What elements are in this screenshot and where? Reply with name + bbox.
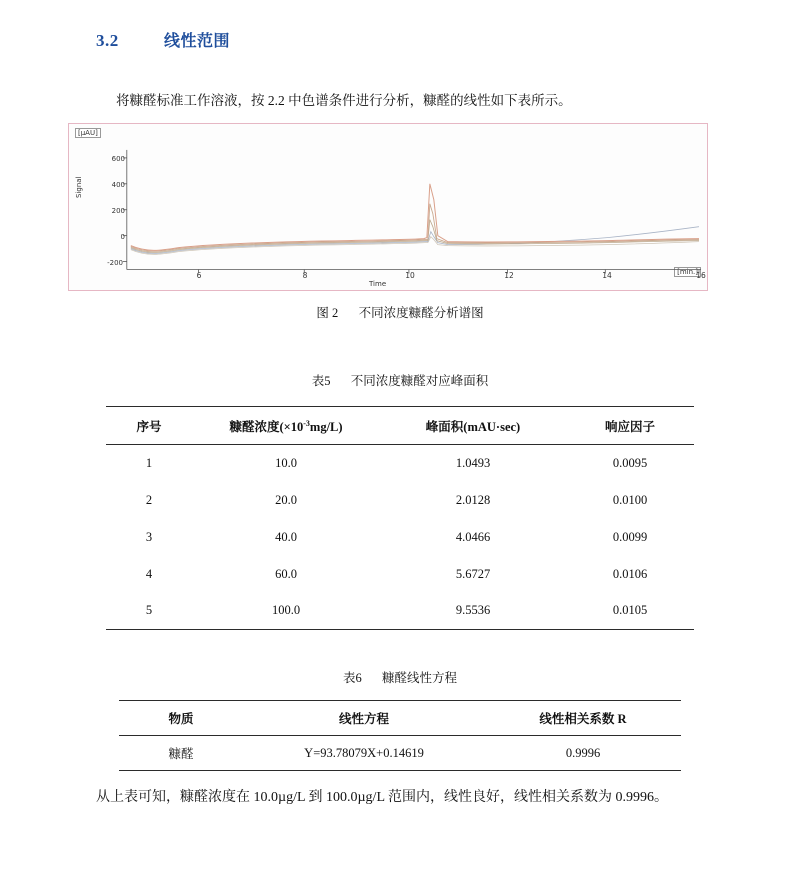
x-tick-6: 6 [196,271,202,280]
x-tick-14: 14 [602,271,612,280]
table-row [106,519,694,556]
cell-concentration: 40.0 [275,529,297,544]
table-peak-areas [106,406,694,630]
figure-caption-text: 不同浓度糠醛分析谱图 [358,306,484,320]
cell-response-factor: 0.0105 [566,593,694,630]
cell-equation: Y=93.78079X+0.14619 [243,736,485,771]
x-tick-10: 10 [405,271,415,280]
table6-caption [0,668,800,686]
cell-concentration: 10.0 [275,455,297,470]
table5-header-response-factor: 响应因子 [566,407,694,445]
table6-caption-text: 糠醛线性方程 [382,671,458,685]
table6-header-row [119,701,681,736]
section-title: 线性范围 [164,31,231,50]
table-row [106,556,694,593]
cell-substance: 糠醛 [119,736,243,771]
table-row [119,736,681,771]
table5-header-concentration [192,407,380,445]
x-axis-unit: [min.] [674,267,701,277]
cell-correlation: 0.9996 [485,736,681,771]
y-axis-unit: [µAU] [75,128,101,138]
x-tick-8: 8 [302,271,308,280]
conc-sup: -3 [303,418,310,428]
cell-concentration: 20.0 [275,492,297,507]
y-tick-600: 600 [111,155,125,163]
cell-peak-area: 9.5536 [380,593,566,630]
section-number: 3.2 [96,31,119,50]
figure-caption [0,303,800,321]
cell-concentration: 60.0 [275,566,297,581]
y-axis-title: Signal [75,176,83,198]
table6-header-substance: 物质 [119,701,243,736]
table5-caption-label: 表5 [311,374,331,388]
cell-response-factor: 0.0099 [612,529,648,544]
cell-response-factor: 0.0106 [612,566,648,581]
x-tick-12: 12 [504,271,514,280]
cell-index: 1 [145,455,153,470]
cell-concentration: 100.0 [192,593,380,630]
table5-caption-text: 不同浓度糠醛对应峰面积 [350,374,489,388]
chromatogram-figure [68,123,708,291]
cell-peak-area: 4.0466 [455,529,491,544]
table5-header-index: 序号 [106,407,192,445]
x-tick-16: 16 [696,271,706,280]
cell-index: 4 [145,566,153,581]
x-axis-title: Time [369,280,387,288]
table6-header-correlation: 线性相关系数 R [485,701,681,736]
table6-caption-label: 表6 [342,671,362,685]
table5-caption [0,371,800,389]
section-heading [96,28,230,51]
y-tick-0: 0 [120,233,125,241]
cell-response-factor: 0.0100 [612,492,648,507]
conc-suffix: mg/L) [309,419,343,434]
y-tick-200: 200 [111,207,125,215]
table6-header-equation: 线性方程 [243,701,485,736]
cell-peak-area: 1.0493 [455,455,491,470]
cell-index: 3 [145,529,153,544]
intro-paragraph: 将糠醛标准工作溶液，按 2.2 中色谱条件进行分析，糠醛的线性如下表所示。 [116,93,572,108]
table-row [106,445,694,482]
table-row [106,482,694,519]
y-tick-neg200: -200 [107,259,123,267]
cell-index: 5 [106,593,192,630]
conc-prefix: 糠醛浓度(×10 [229,419,304,434]
figure-caption-label: 图 2 [316,306,339,320]
table5-header-peak-area: 峰面积(mAU·sec) [380,407,566,445]
table-row [106,593,694,630]
cell-index: 2 [145,492,153,507]
cell-peak-area: 5.6727 [455,566,491,581]
table-linear-equation [119,700,681,771]
y-tick-400: 400 [111,181,125,189]
chromatogram-plot [69,124,707,291]
conclusion-paragraph: 从上表可知，糠醛浓度在 10.0µg/L 到 100.0µg/L 范围内，线性良好，线性相关系数为 0.9996。 [96,790,668,805]
cell-response-factor: 0.0095 [612,455,648,470]
cell-peak-area: 2.0128 [455,492,491,507]
table5-header-row [106,407,694,445]
